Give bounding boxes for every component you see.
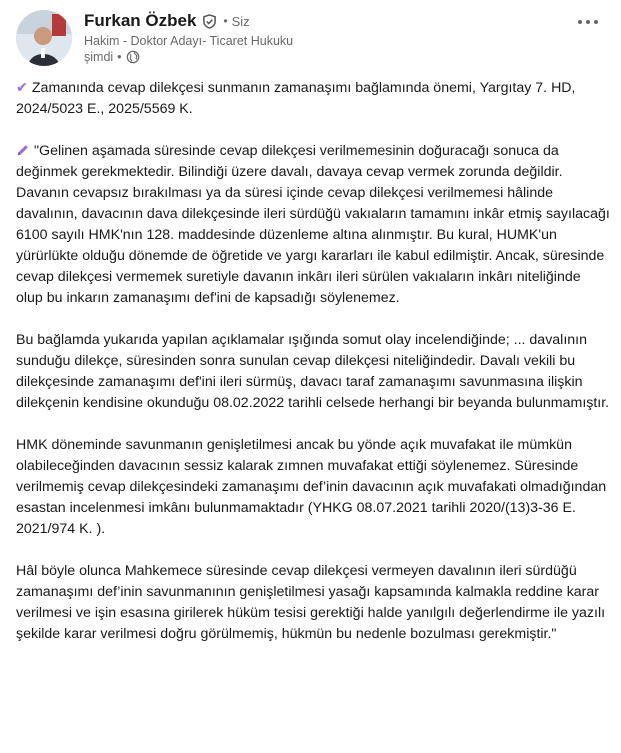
separator-dot: • bbox=[117, 50, 122, 64]
post-header bbox=[16, 10, 606, 72]
avatar-image bbox=[16, 10, 72, 66]
post-time-row bbox=[84, 50, 566, 64]
check-mark-emoji: ✔ bbox=[16, 80, 28, 96]
author-name[interactable]: Furkan Özbek bbox=[84, 11, 197, 30]
post-intro-text: Zamanında cevap dilekçesi sunmanın zamanaşımı bağlamında önemi, Yargıtay 7. HD, 2024/5023 E., 2025/5569 K. bbox=[16, 80, 576, 117]
post-paragraph-1-text: "Gelinen aşamada süresinde cevap dilekçesi verilmemesinin doğuracağı sonuca da değinmek gerekmektedir. Bilindiği üzere davalı, davaya cevap vermek zorunda değildir. Davanın cevapsız bırakılması ya da süresi içinde cevap dilekçesi verilmemesi hâlinde davalının, davacının dava dilekçesinde ileri sürdüğü vakıaların tamamını inkâr etmiş sayılacağı 6100 sayılı HMK'nın 128. maddesinde düzenleme altına alınmıştır. Bu kural, HUMK'un yürürlükte olduğu dönemde de öğretide ve yargı kararları ile kabul edilmiştir. Ancak, süresinde cevap dilekçesi vermemek suretiyle davanın inkârı ileri sürülen vakıaların inkârı niteliğinde olup bu inkarın zamanaşımı def'ini de kapsadığı söylenemez. bbox=[16, 143, 610, 306]
post-paragraph-4: Hâl böyle olunca Mahkemece süresinde cevap dilekçesi vermeyen davalının ileri sürdüğü zamanaşımı def’inin savunmanının genişletilmesi yasağı kapsamında kalmakla reddine karar verilmesi ve işin esasına girilerek hüküm tesisi gerektiği halde yanılgılı değerlendirme ile yazılı şekilde karar verilmesi doğru görülmemiş, hükmün bu nedenle bozulması gerekmiştir." bbox=[16, 563, 606, 642]
post-intro-paragraph bbox=[16, 78, 610, 120]
author-headline: Hakim - Doktor Adayı- Ticaret Hukuku bbox=[84, 34, 294, 48]
pencil-emoji bbox=[16, 143, 30, 157]
post-paragraph-3: HMK döneminde savunmanın genişletilmesi ancak bu yönde açık muvafakat ile mümkün olabileceğinden davacının sessiz kalarak zımnen muvafakat ettiği söylenemez. Süresinde verilmemiş cevap dilekçesindeki zamanaşımı def’inin davacının açık muvafakati olmadığından esastan incelenmesi imkânı bulunmamaktadır (YHKG 08.07.2021 tarihli 2020/(13)3-36 E. 2021/974 K. ). bbox=[16, 437, 607, 537]
post-time: şimdi bbox=[84, 50, 114, 64]
globe-icon bbox=[126, 50, 140, 64]
name-row bbox=[84, 10, 566, 32]
connection-degree: Siz bbox=[231, 13, 250, 29]
separator-dot: • bbox=[223, 14, 228, 28]
verified-shield-icon bbox=[202, 14, 217, 29]
more-options-icon[interactable] bbox=[574, 10, 602, 34]
avatar[interactable] bbox=[16, 10, 72, 66]
post-paragraph-1 bbox=[16, 141, 610, 309]
post-content bbox=[16, 78, 610, 666]
post-paragraph-2: Bu bağlamda yukarıda yapılan açıklamalar ışığında somut olay incelendiğinde; ... davalının sunduğu dilekçe, süresinden sonra sunulan cevap dilekçesi niteliğindedir. Davalı vekili bu dilekçesinde zamanaşımı def'ini ileri sürmüş, davacı taraf zamanaşımı savunmasına ilişkin dilekçenin kendisine okunduğu 08.02.2022 tarihli celsede herhangi bir beyanda bulunmamıştır. bbox=[16, 332, 610, 411]
author-meta bbox=[84, 10, 566, 64]
